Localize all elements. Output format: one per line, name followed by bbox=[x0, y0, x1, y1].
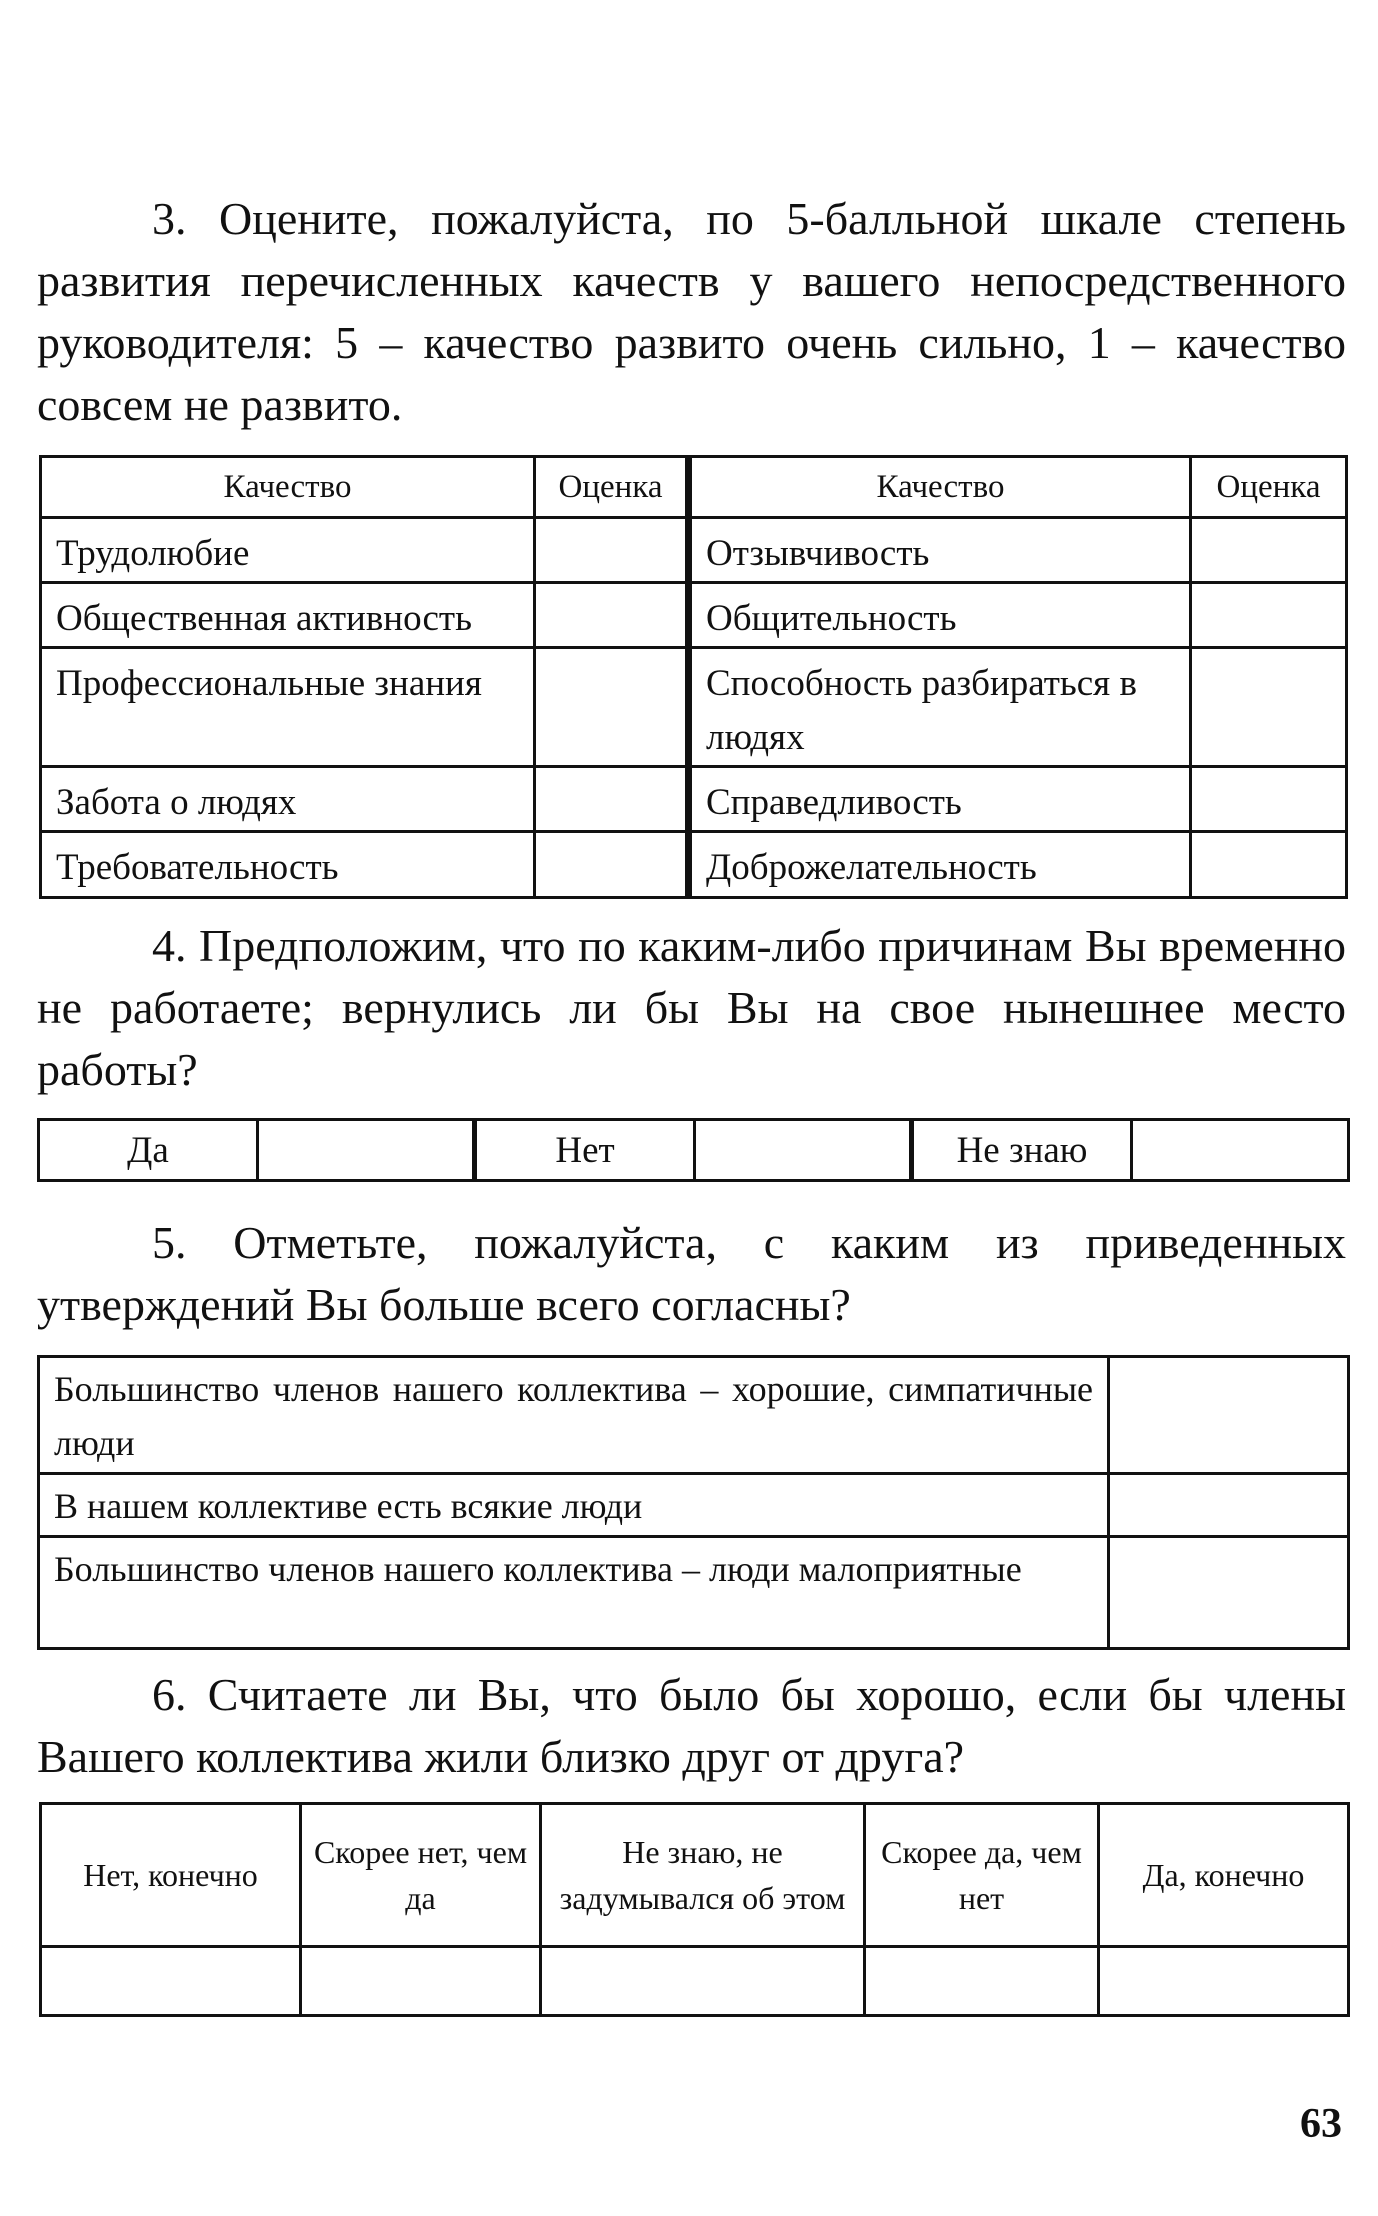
quality-label: Доброжелательность bbox=[689, 832, 1191, 898]
quality-rating-table bbox=[39, 455, 1348, 899]
table-header-row bbox=[41, 457, 1347, 518]
answer-cell[interactable] bbox=[1132, 1120, 1349, 1181]
table-row bbox=[41, 1947, 1349, 2016]
table-row bbox=[41, 518, 1347, 583]
option-label: Не знаю, не задумывался об этом bbox=[541, 1804, 865, 1947]
rating-header-left: Оценка bbox=[535, 457, 689, 518]
quality-label: Общественная активность bbox=[41, 583, 535, 648]
option-label: Скорее да, чем нет bbox=[865, 1804, 1099, 1947]
table-header-row bbox=[41, 1804, 1349, 1947]
rating-cell[interactable] bbox=[1191, 518, 1347, 583]
quality-label: Трудолюбие bbox=[41, 518, 535, 583]
option-label: Да bbox=[39, 1120, 258, 1181]
rating-cell[interactable] bbox=[535, 518, 689, 583]
rating-header-right: Оценка bbox=[1191, 457, 1347, 518]
question-6-text: 6. Считаете ли Вы, что было бы хорошо, если бы члены Вашего коллектива жили близко друг от друга? bbox=[37, 1669, 1346, 1782]
table-row bbox=[39, 1474, 1349, 1537]
answer-cell[interactable] bbox=[258, 1120, 475, 1181]
rating-cell[interactable] bbox=[1191, 648, 1347, 767]
table-row bbox=[41, 767, 1347, 832]
rating-cell[interactable] bbox=[535, 648, 689, 767]
quality-label: Профессиональные знания bbox=[41, 648, 535, 767]
page-number: 63 bbox=[1300, 2101, 1342, 2147]
rating-cell[interactable] bbox=[535, 832, 689, 898]
question-3-text: 3. Оцените, пожалуйста, по 5-балльной шкале степень развития перечисленных качеств у вашего непосредственного руководителя: 5 – качество развито очень сильно, 1 – качество совсем не развито. bbox=[37, 193, 1346, 430]
option-label: Не знаю bbox=[912, 1120, 1132, 1181]
answer-cell[interactable] bbox=[1099, 1947, 1349, 2016]
question-4-text: 4. Предположим, что по каким-либо причинам Вы временно не работаете; вернулись ли бы Вы на свое нынешнее место работы? bbox=[37, 920, 1346, 1095]
question-5-text: 5. Отметьте, пожалуйста, с каким из приведенных утверждений Вы больше всего согласны? bbox=[37, 1217, 1346, 1330]
answer-cell[interactable] bbox=[1109, 1357, 1349, 1474]
option-label: Нет, конечно bbox=[41, 1804, 301, 1947]
quality-label: Требовательность bbox=[41, 832, 535, 898]
live-close-table bbox=[39, 1802, 1350, 2017]
option-label: Скорее нет, чем да bbox=[301, 1804, 541, 1947]
quality-header-left: Качество bbox=[41, 457, 535, 518]
table-row bbox=[41, 832, 1347, 898]
rating-cell[interactable] bbox=[535, 583, 689, 648]
statement-label: Большинство членов нашего коллектива – люди малоприятные bbox=[39, 1537, 1109, 1649]
table-row bbox=[39, 1357, 1349, 1474]
answer-cell[interactable] bbox=[301, 1947, 541, 2016]
rating-cell[interactable] bbox=[1191, 832, 1347, 898]
rating-cell[interactable] bbox=[1191, 767, 1347, 832]
option-label: Да, конечно bbox=[1099, 1804, 1349, 1947]
answer-cell[interactable] bbox=[865, 1947, 1099, 2016]
quality-label: Забота о людях bbox=[41, 767, 535, 832]
table-row bbox=[41, 583, 1347, 648]
answer-cell[interactable] bbox=[541, 1947, 865, 2016]
answer-cell[interactable] bbox=[41, 1947, 301, 2016]
quality-label: Справедливость bbox=[689, 767, 1191, 832]
return-to-work-table bbox=[37, 1118, 1350, 1182]
statement-label: Большинство членов нашего коллектива – хорошие, симпатичные люди bbox=[39, 1357, 1109, 1474]
answer-cell[interactable] bbox=[1109, 1474, 1349, 1537]
rating-cell[interactable] bbox=[1191, 583, 1347, 648]
table-row bbox=[39, 1120, 1349, 1181]
rating-cell[interactable] bbox=[535, 767, 689, 832]
quality-label: Отзывчивость bbox=[689, 518, 1191, 583]
statements-table bbox=[37, 1355, 1350, 1650]
quality-header-right: Качество bbox=[689, 457, 1191, 518]
answer-cell[interactable] bbox=[695, 1120, 912, 1181]
option-label: Нет bbox=[475, 1120, 695, 1181]
quality-label: Общительность bbox=[689, 583, 1191, 648]
quality-label: Способность разбираться в людях bbox=[689, 648, 1191, 767]
table-row bbox=[39, 1537, 1349, 1649]
answer-cell[interactable] bbox=[1109, 1537, 1349, 1649]
statement-label: В нашем коллективе есть всякие люди bbox=[39, 1474, 1109, 1537]
table-row bbox=[41, 648, 1347, 767]
